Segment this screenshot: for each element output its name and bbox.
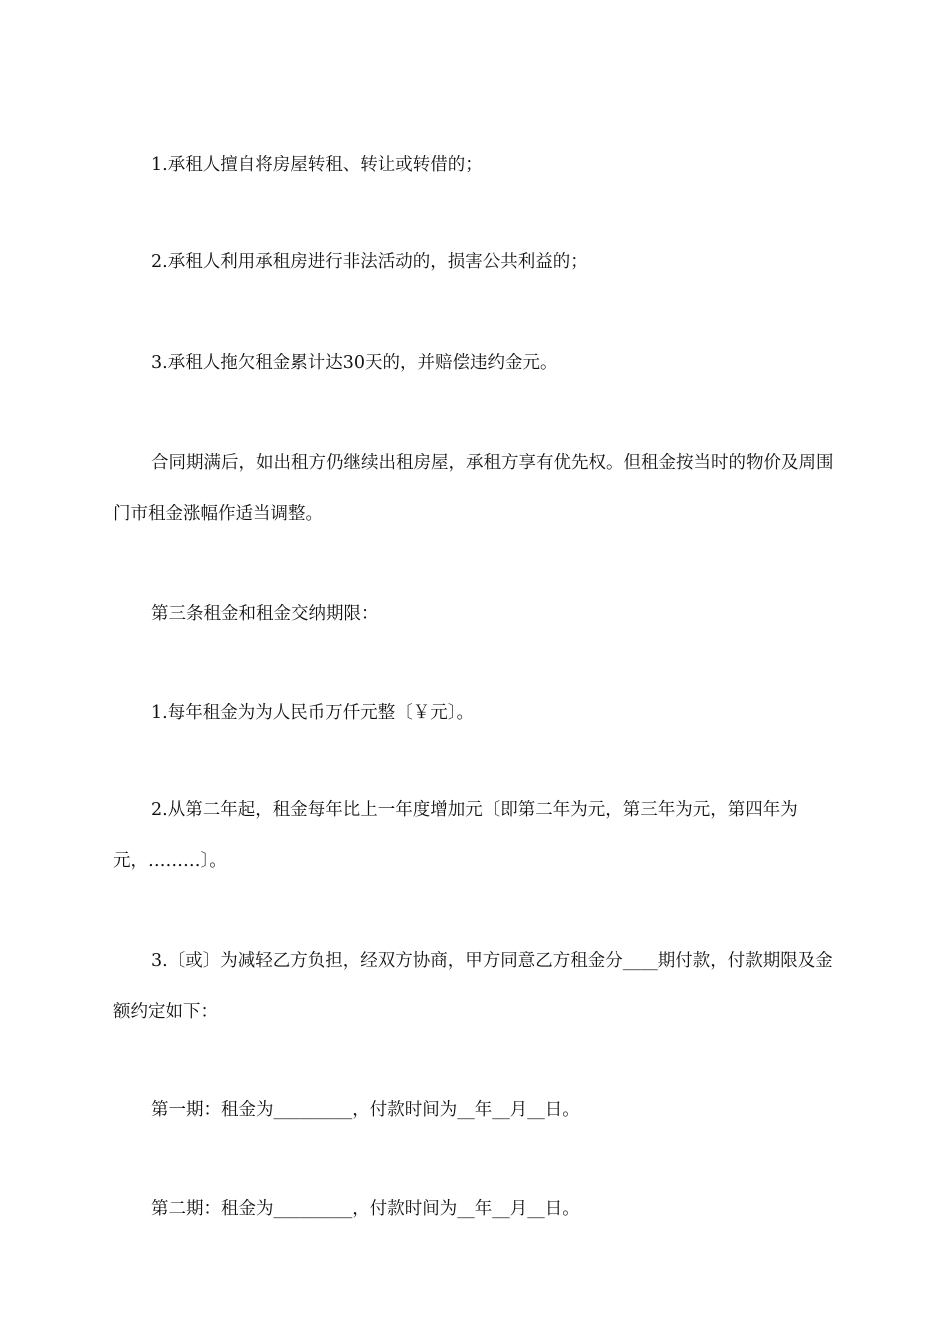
rent-annual-amount: 1.每年租金为为人民币万仟元整〔￥元〕。: [151, 703, 474, 723]
clause-rent-arrears: 3.承租人拖欠租金累计达30天的，并赔偿违约金元。: [151, 353, 558, 373]
clause-sublet: 1.承租人擅自将房屋转租、转让或转借的；: [151, 155, 483, 175]
section-heading-rent-terms: 第三条租金和租金交纳期限：: [151, 604, 379, 624]
rent-installments: 3.〔或〕为减轻乙方负担，经双方协商，甲方同意乙方租金分____期付款，付款期限及金额约定如下：: [113, 951, 833, 1022]
installment-first: 第一期：租金为_________，付款时间为__年__月__日。: [151, 1100, 580, 1120]
clause-illegal-activity: 2.承租人利用承租房进行非法活动的，损害公共利益的；: [151, 252, 588, 272]
rent-annual-increase: 2.从第二年起，租金每年比上一年度增加元〔即第二年为元，第三年为元，第四年为元，………〕。: [113, 800, 798, 871]
installment-second: 第二期：租金为_________，付款时间为__年__月__日。: [151, 1199, 580, 1219]
clause-renewal-priority: 合同期满后，如出租方仍继续出租房屋，承租方享有优先权。但租金按当时的物价及周围门市租金涨幅作适当调整。: [113, 453, 834, 524]
